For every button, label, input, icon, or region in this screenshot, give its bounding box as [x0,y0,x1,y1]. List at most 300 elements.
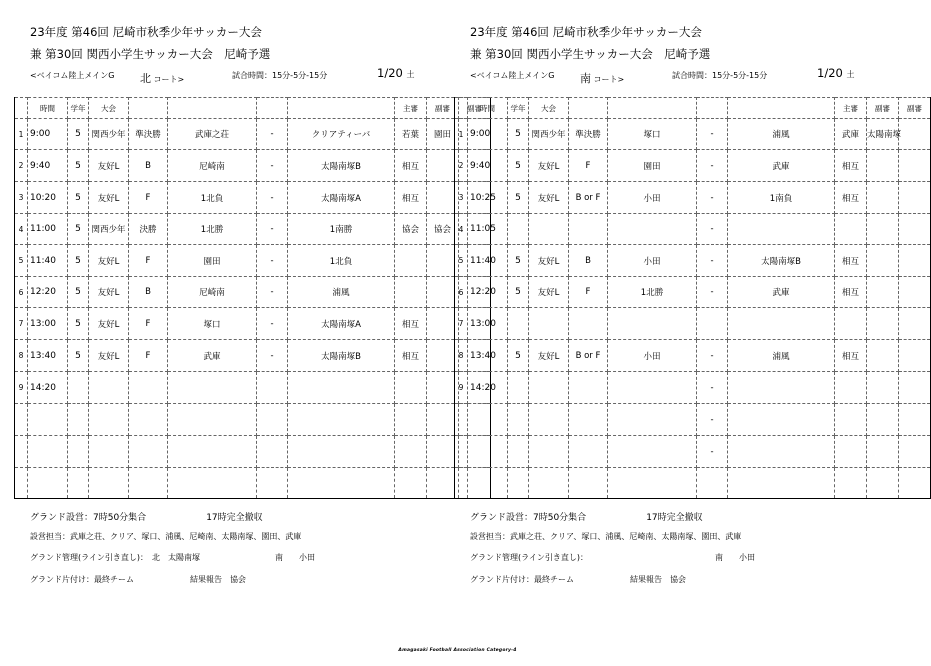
cell-vs [697,468,728,499]
cell-time [468,468,508,499]
cell-time [28,468,68,499]
table-row [455,119,931,150]
table-row [455,245,931,277]
cell-time: 13:40 [28,340,68,372]
cell-referee [835,214,867,245]
cell-away-team: 浦風 [728,119,835,150]
cell-time: 14:20 [28,372,68,404]
table-row [15,404,491,436]
cell-assistant-2 [899,214,931,245]
cell-tournament [89,372,129,404]
ground-cleanup: グランド片付け：最終チーム [470,575,574,584]
cell-away-team [288,404,395,436]
cell-round: B or F [569,182,608,214]
cell-tournament [529,372,569,404]
cell-away-team: 太陽南塚B [288,340,395,372]
cell-round: 準決勝 [569,119,608,150]
cell-time [468,404,508,436]
cell-match-no [455,404,468,436]
cell-tournament [89,404,129,436]
cell-assistant-2 [899,372,931,404]
date-value: 1/20 [377,66,403,80]
cell-vs: - [697,372,728,404]
ground-setup-time: グランド設営：7時50分集合 [470,513,587,523]
ground-management-line [30,552,315,563]
cell-assistant-2 [899,277,931,308]
cell-referee: 相互 [395,308,427,340]
cell-home-team: 1北勝 [168,214,257,245]
schedule-panel-south [452,0,922,600]
table-row [15,372,491,404]
cell-round: F [129,340,168,372]
cell-round: 決勝 [129,214,168,245]
cell-match-no [455,468,468,499]
cell-assistant-1 [867,468,899,499]
cell-time [28,436,68,468]
cell-time: 14:20 [468,372,508,404]
tournament-title: 23年度 第46回 尼崎市秋季少年サッカー大会 [470,25,702,39]
cell-tournament: 友好L [529,245,569,277]
cell-home-team [608,308,697,340]
cell-tournament: 友好L [529,150,569,182]
cell-round: B [569,245,608,277]
cell-away-team [288,372,395,404]
venue-label: <ベイコム陸上メインG [30,71,115,80]
schedule-panel-north [12,0,482,600]
cell-match-no: 5 [15,245,28,277]
cell-time: 12:20 [28,277,68,308]
tournament-subtitle: 兼 第30回 関西小学生サッカー大会 尼崎予選 [470,47,711,61]
cell-tournament: 友好L [89,340,129,372]
header-vs [697,98,728,119]
cell-tournament [529,404,569,436]
cell-match-no [15,404,28,436]
cell-tournament [89,436,129,468]
cell-referee [835,404,867,436]
ground-cleanup: グランド片付け：最終チーム [30,575,134,584]
match-duration: 試合時間：15分-5分-15分 [232,71,328,80]
cell-round: 準決勝 [129,119,168,150]
cell-time: 9:40 [468,150,508,182]
schedule-table [454,97,931,499]
cell-match-no: 6 [15,277,28,308]
cell-assistant-1 [867,340,899,372]
header-away-team [288,98,395,119]
cell-grade [68,372,89,404]
cell-match-no: 9 [455,372,468,404]
cell-time: 10:25 [468,182,508,214]
header-match-no [15,98,28,119]
cell-match-no: 5 [455,245,468,277]
cell-referee: 相互 [395,150,427,182]
cell-match-no: 4 [455,214,468,245]
cell-match-no: 1 [455,119,468,150]
cell-time: 13:00 [28,308,68,340]
cell-assistant-1 [867,404,899,436]
court-name: 北 [140,72,151,85]
cell-round: F [569,150,608,182]
cell-vs: - [257,214,288,245]
cell-vs: - [257,182,288,214]
cell-match-no: 8 [455,340,468,372]
header-time: 時間 [28,98,68,119]
ground-setup-line [30,510,263,523]
cell-vs: - [697,245,728,277]
cell-referee: 相互 [835,340,867,372]
cell-time: 11:40 [28,245,68,277]
cell-referee [835,308,867,340]
cell-referee: 武庫 [835,119,867,150]
cell-away-team: クリアティーバ [288,119,395,150]
cell-time: 11:05 [468,214,508,245]
table-row [455,468,931,499]
table-row [15,340,491,372]
header-match-no [455,98,468,119]
cleanup-line [30,574,246,585]
cell-vs: - [697,340,728,372]
cell-round [129,436,168,468]
cell-home-team [168,372,257,404]
cell-assistant-1 [867,245,899,277]
cell-grade: 5 [68,214,89,245]
table-row [455,436,931,468]
cell-away-team: 浦風 [288,277,395,308]
cell-referee: 相互 [835,245,867,277]
cell-grade [68,436,89,468]
cell-home-team: 塚口 [168,308,257,340]
tournament-subtitle: 兼 第30回 関西小学生サッカー大会 尼崎予選 [30,47,271,61]
cell-time [468,436,508,468]
schedule-table [14,97,491,499]
header-time: 時間 [468,98,508,119]
cell-vs: - [257,340,288,372]
cell-away-team: 太陽南塚B [288,150,395,182]
cell-match-no: 7 [15,308,28,340]
table-row [15,245,491,277]
table-header-row [455,98,931,119]
cell-home-team: 小田 [608,340,697,372]
cell-time: 11:00 [28,214,68,245]
cell-assistant-2 [899,436,931,468]
cell-referee: 若葉 [395,119,427,150]
cell-grade: 5 [508,340,529,372]
cell-referee [835,372,867,404]
cell-grade: 5 [508,119,529,150]
table-row [15,214,491,245]
cell-assistant-1 [867,214,899,245]
cell-match-no: 3 [15,182,28,214]
cell-assistant-1: 園田 [427,119,459,150]
cell-assistant-2 [899,308,931,340]
cell-match-no: 4 [15,214,28,245]
venue-label: <ベイコム陸上メインG [470,71,555,80]
header-round [129,98,168,119]
association-credit: Amagasaki Football Association Category-4 [398,648,517,653]
cell-round: F [569,277,608,308]
cell-grade: 5 [68,340,89,372]
table-row [455,308,931,340]
cell-home-team: 1北負 [168,182,257,214]
cell-away-team: 武庫 [728,277,835,308]
table-row [455,150,931,182]
withdraw-time: 17時完全撤収 [646,513,703,523]
cell-tournament [529,308,569,340]
ground-setup-line [470,510,703,523]
table-row [455,214,931,245]
cell-match-no: 6 [455,277,468,308]
match-date [817,66,854,80]
cell-round [569,404,608,436]
cell-tournament: 友好L [529,277,569,308]
table-row [15,150,491,182]
cell-vs: - [257,308,288,340]
cell-assistant-1 [867,436,899,468]
header-tournament: 大会 [89,98,129,119]
court-name: 南 [580,72,591,85]
cell-away-team: 1北負 [288,245,395,277]
cell-match-no: 3 [455,182,468,214]
court-suffix: コート> [593,75,625,84]
cell-match-no: 1 [15,119,28,150]
cell-assistant-1 [867,150,899,182]
ground-setup-time: グランド設営：7時50分集合 [30,513,147,523]
cell-tournament: 関西少年 [89,214,129,245]
cell-round [569,308,608,340]
cell-round: B [129,277,168,308]
cell-away-team: 太陽南塚A [288,308,395,340]
header-home-team [168,98,257,119]
header-assistant-1: 副審 [427,98,459,119]
result-report: 結果報告 協会 [190,575,246,584]
cell-vs [257,404,288,436]
result-report: 結果報告 協会 [630,575,686,584]
cell-away-team [728,436,835,468]
cell-grade [508,436,529,468]
court-label [580,70,624,86]
cell-away-team: 太陽南塚B [728,245,835,277]
cell-referee: 相互 [395,182,427,214]
cell-vs [257,436,288,468]
cell-time [28,404,68,436]
table-row [455,277,931,308]
header-assistant-1: 副審 [867,98,899,119]
cell-time: 12:20 [468,277,508,308]
cell-away-team [728,214,835,245]
cell-tournament: 友好L [89,308,129,340]
cell-vs: - [697,214,728,245]
header-tournament: 大会 [529,98,569,119]
cell-home-team: 小田 [608,245,697,277]
cell-referee: 相互 [395,340,427,372]
court-label [140,70,184,86]
cell-round [569,468,608,499]
cell-grade [508,372,529,404]
cell-grade [508,214,529,245]
cell-match-no: 2 [15,150,28,182]
cell-match-no: 9 [15,372,28,404]
cell-home-team: 武庫之荘 [168,119,257,150]
cell-round: B or F [569,340,608,372]
table-row [455,404,931,436]
table-row [455,372,931,404]
ground-management-south: 南 小田 [275,553,315,562]
setup-staff: 設営担当：武庫之荘、クリア、塚口、浦風、尼崎南、太陽南塚、園田、武庫 [470,532,742,541]
cell-grade [508,308,529,340]
cell-home-team [168,468,257,499]
cell-time: 13:00 [468,308,508,340]
table-row [15,182,491,214]
cell-assistant-2 [899,468,931,499]
cell-away-team [288,468,395,499]
cell-away-team: 浦風 [728,340,835,372]
cell-tournament [529,468,569,499]
cell-tournament: 友好L [529,182,569,214]
cell-home-team [608,436,697,468]
cell-vs: - [257,119,288,150]
table-row [15,119,491,150]
ground-management: グランド管理(ライン引き直し)： 北 太陽南塚 [30,553,200,562]
cell-home-team: 塚口 [608,119,697,150]
cell-grade: 5 [68,308,89,340]
cell-round: B [129,150,168,182]
cell-vs: - [257,150,288,182]
cell-vs: - [697,182,728,214]
cell-referee: 相互 [835,182,867,214]
cell-grade: 5 [68,150,89,182]
cell-away-team: 太陽南塚A [288,182,395,214]
table-row [15,436,491,468]
cell-assistant-1: 太陽南塚 [867,119,899,150]
cell-home-team: 園田 [168,245,257,277]
table-row [15,308,491,340]
cell-away-team: 1南負 [728,182,835,214]
cell-assistant-2 [899,340,931,372]
cell-tournament: 友好L [89,245,129,277]
cell-home-team: 武庫 [168,340,257,372]
cell-away-team: 武庫 [728,150,835,182]
cell-home-team [168,436,257,468]
cell-match-no [15,468,28,499]
cell-home-team: 小田 [608,182,697,214]
cell-round: F [129,245,168,277]
cell-assistant-1 [867,372,899,404]
withdraw-time: 17時完全撤収 [206,513,263,523]
table-row [15,277,491,308]
cell-time: 13:40 [468,340,508,372]
header-vs [257,98,288,119]
cell-assistant-1 [867,277,899,308]
cell-tournament: 関西少年 [89,119,129,150]
cell-round [569,214,608,245]
cell-tournament [529,214,569,245]
cell-assistant-2 [899,404,931,436]
cell-round [569,436,608,468]
cell-vs [257,372,288,404]
cell-vs: - [697,119,728,150]
cell-assistant-1: 協会 [427,214,459,245]
cell-round: F [129,308,168,340]
cell-tournament [529,436,569,468]
cell-vs: - [257,277,288,308]
cell-away-team [728,308,835,340]
ground-management: グランド管理(ライン引き直し)： [470,553,589,562]
cell-home-team [608,404,697,436]
header-grade: 学年 [68,98,89,119]
cell-away-team [288,436,395,468]
cell-grade [508,468,529,499]
cell-tournament: 友好L [89,277,129,308]
cell-round [129,372,168,404]
cell-referee [395,372,427,404]
cell-home-team: 1北勝 [608,277,697,308]
cell-vs: - [697,277,728,308]
cell-away-team [728,404,835,436]
cell-time: 11:40 [468,245,508,277]
cell-tournament: 友好L [529,340,569,372]
cell-grade: 5 [68,119,89,150]
table-row [15,468,491,499]
header-referee: 主審 [835,98,867,119]
header-home-team [608,98,697,119]
cell-match-no: 7 [455,308,468,340]
weekday: 土 [406,70,415,79]
cell-away-team [728,372,835,404]
cell-assistant-1 [867,182,899,214]
cell-vs: - [697,436,728,468]
cell-referee [395,277,427,308]
cell-time: 9:00 [28,119,68,150]
header-round [569,98,608,119]
cell-vs [697,308,728,340]
cell-vs: - [697,150,728,182]
cell-grade: 5 [508,150,529,182]
cell-grade: 5 [68,245,89,277]
cell-grade: 5 [508,277,529,308]
cell-time: 9:40 [28,150,68,182]
cell-away-team: 1南勝 [288,214,395,245]
cell-assistant-2 [899,245,931,277]
header-assistant-2: 副審 [899,98,931,119]
setup-staff: 設営担当：武庫之荘、クリア、塚口、浦風、尼崎南、太陽南塚、園田、武庫 [30,532,302,541]
header-grade: 学年 [508,98,529,119]
cell-tournament [89,468,129,499]
cell-match-no [15,436,28,468]
tournament-title: 23年度 第46回 尼崎市秋季少年サッカー大会 [30,25,262,39]
cell-grade: 5 [68,277,89,308]
cell-tournament: 友好L [89,182,129,214]
cell-vs: - [697,404,728,436]
cell-assistant-2 [899,119,931,150]
cell-home-team: 園田 [608,150,697,182]
cell-home-team [608,468,697,499]
cell-assistant-2 [899,182,931,214]
table-row [455,182,931,214]
cell-referee [395,436,427,468]
header-referee: 主審 [395,98,427,119]
cell-grade [508,404,529,436]
cell-time: 9:00 [468,119,508,150]
cell-match-no: 8 [15,340,28,372]
cell-tournament: 友好L [89,150,129,182]
cell-round [129,404,168,436]
cell-grade: 5 [68,182,89,214]
cell-home-team: 尼崎南 [168,150,257,182]
ground-management-south: 南 小田 [715,553,755,562]
cell-referee [395,468,427,499]
cell-match-no [455,436,468,468]
cell-grade [68,468,89,499]
match-date [377,66,414,80]
